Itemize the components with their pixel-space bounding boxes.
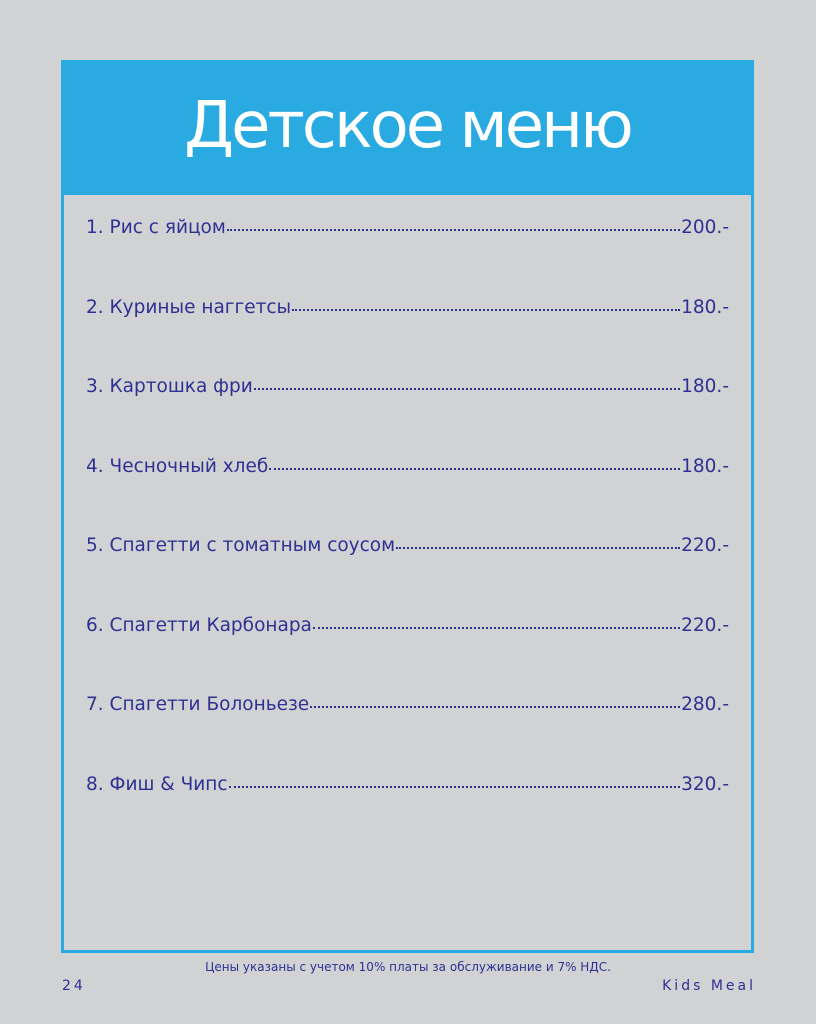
page-title: Детское меню — [184, 89, 631, 163]
menu-item-name: 8. Фиш & Чипс — [86, 773, 228, 795]
menu-item — [86, 615, 729, 695]
menu-item-price: 320.- — [681, 773, 729, 795]
menu-list — [86, 217, 729, 853]
menu-item-name: 1. Рис с яйцом — [86, 217, 226, 238]
menu-item-price: 180.- — [681, 455, 729, 477]
menu-item-name: 2. Куриные наггетсы — [86, 296, 292, 318]
menu-item-name: 5. Спагетти с томатным соусом — [86, 535, 396, 556]
menu-item — [86, 217, 729, 297]
menu-item-name: 7. Спагетти Болоньезе — [86, 694, 310, 715]
menu-item — [86, 376, 729, 456]
page-number: 24 — [62, 978, 86, 994]
menu-header — [64, 63, 751, 195]
menu-item-name: 6. Спагетти Карбонара — [86, 614, 312, 636]
menu-item-price: 180.- — [681, 296, 729, 318]
menu-frame — [61, 60, 754, 953]
menu-item-price: 180.- — [681, 376, 729, 397]
menu-item-price: 220.- — [681, 614, 729, 636]
dot-leader — [292, 309, 680, 311]
menu-item-name: 4. Чесночный хлеб — [86, 455, 269, 477]
menu-item-price: 200.- — [681, 217, 729, 238]
menu-item — [86, 694, 729, 774]
dot-leader — [227, 229, 680, 231]
dot-leader — [269, 468, 680, 470]
menu-item — [86, 774, 729, 854]
dot-leader — [254, 388, 680, 390]
section-name: Kids Meal — [662, 978, 756, 994]
dot-leader — [310, 706, 680, 708]
menu-item-price: 280.- — [681, 694, 729, 715]
menu-item — [86, 456, 729, 536]
dot-leader — [396, 547, 680, 549]
dot-leader — [229, 786, 681, 788]
menu-item-name: 3. Картошка фри — [86, 376, 253, 397]
price-footnote: Цены указаны с учетом 10% платы за обслуживание и 7% НДС. — [205, 960, 611, 974]
menu-item-price: 220.- — [681, 535, 729, 556]
menu-item — [86, 297, 729, 377]
menu-item — [86, 535, 729, 615]
dot-leader — [313, 627, 680, 629]
